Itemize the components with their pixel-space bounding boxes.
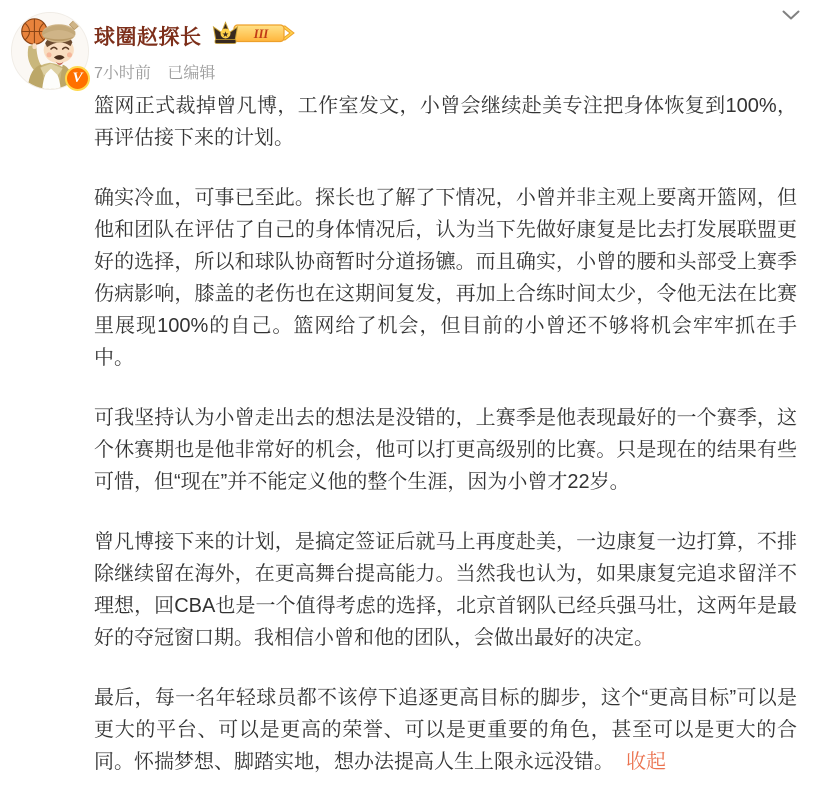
paragraph-text: 最后，每一名年轻球员都不该停下追逐更高目标的脚步，这个“更高目标”可以是更大的平台、可以是更高的荣誉、可以是更重要的角色，甚至可以是更大的合同。怀揣梦想、脚踏实地，想办法提高人生上限永远没错。 bbox=[94, 687, 797, 773]
post-body bbox=[0, 90, 819, 786]
header-text bbox=[94, 20, 297, 83]
post-header bbox=[0, 0, 819, 90]
paragraph: 确实冷血，可事已至此。探长也了解了下情况，小曾并非主观上要离开篮网，但他和团队在评估了自己的身体情况后，认为当下先做好康复是比去打发展联盟更好的选择，所以和球队协商暂时分道扬镳。而且确实，小曾的腰和头部受上赛季伤病影响，膝盖的老伤也在这期间复发，再加上合练时间太少，令他无法在比赛里展现100%的自己。篮网给了机会，但目前的小曾还不够将机会牢牢抓在手中。 bbox=[94, 187, 797, 369]
edited-label: 已编辑 bbox=[167, 65, 216, 82]
crown-icon bbox=[211, 20, 297, 46]
chevron-down-icon[interactable] bbox=[782, 8, 802, 24]
paragraph: 篮网正式裁掉曾凡博，工作室发文，小曾会继续赴美专注把身体恢复到100%，再评估接下来的计划。 bbox=[94, 95, 797, 149]
vip-level-badge[interactable] bbox=[211, 20, 297, 51]
avatar[interactable] bbox=[11, 12, 89, 90]
username[interactable]: 球圈赵探长 bbox=[94, 25, 202, 49]
paragraph: 可我坚持认为小曾走出去的想法是没错的，上赛季是他表现最好的一个赛季，这个休赛期也是他非常好的机会，他可以打更高级别的比赛。只是现在的结果有些可惜，但“现在”并不能定义他的整个生涯，因为小曾才22岁。 bbox=[94, 407, 797, 493]
svg-text:III: III bbox=[253, 27, 268, 41]
paragraph bbox=[94, 682, 797, 778]
post-time[interactable]: 7小时前 bbox=[94, 65, 151, 82]
svg-text:★: ★ bbox=[221, 30, 229, 39]
post-meta bbox=[94, 60, 297, 83]
verified-v-icon: V bbox=[65, 66, 90, 91]
paragraph: 曾凡博接下来的计划，是搞定签证后就马上再度赴美，一边康复一边打算，不排除继续留在海外，在更高舞台提高能力。当然我也认为，如果康复完追求留洋不理想，回CBA也是一个值得考虑的选择，北京首钢队已经兵强马壮，这两年是最好的夺冠窗口期。我相信小曾和他的团队，会做出最好的决定。 bbox=[94, 531, 797, 649]
collapse-link[interactable]: 收起 bbox=[626, 751, 666, 773]
